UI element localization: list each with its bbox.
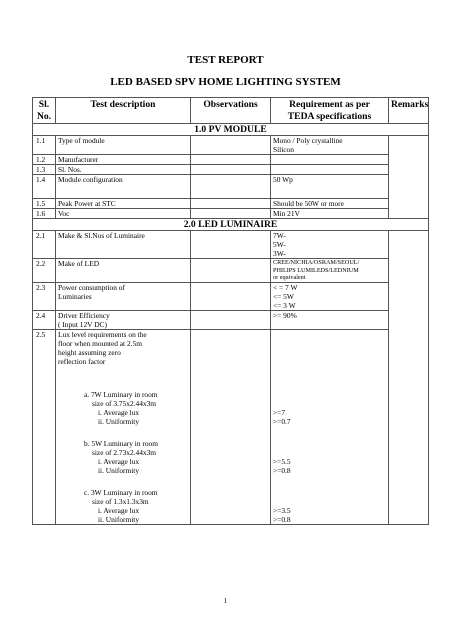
row-observation — [191, 199, 271, 209]
row-sl: 1.2 — [33, 155, 56, 165]
table-row — [33, 175, 429, 199]
row-description: Make & Sl.Nos of Luminaire — [56, 231, 191, 259]
header-remarks: Remarks — [389, 98, 429, 124]
report-title: TEST REPORT — [187, 54, 264, 66]
row-remarks — [389, 136, 429, 219]
row-observation — [191, 329, 271, 524]
row-sl: 2.4 — [33, 310, 56, 329]
row-observation — [191, 136, 271, 155]
row-requirement: 7W- 5W- 3W- — [271, 231, 389, 259]
header-row — [33, 98, 429, 124]
row-observation — [191, 259, 271, 283]
row-description: Peak Power at STC — [56, 199, 191, 209]
row-requirement: >=7 >=0.7 >=5.5 >=0.8 >=3.5 >=0.8 — [271, 329, 389, 524]
row-requirement: 50 Wp — [271, 175, 389, 199]
row-description: Lux level requirements on the floor when mounted at 2.5m height assuming zero reflection factor a. 7W Luminary in room size of 3.75x2.44x3m i. Average lux ii. Uniformity b. 5W Luminary in room size of 2.73x2.44x3m i. Average lux ii. Uniformity c. 3W Luminary in room size of 1.3x1.3x3m i. Average lux ii. Uniformity — [56, 329, 191, 524]
row-requirement: >= 90% — [271, 310, 389, 329]
section-title: 1.0 PV MODULE — [33, 124, 429, 136]
row-remarks — [389, 231, 429, 525]
row-description: Type of module — [56, 136, 191, 155]
row-sl: 2.1 — [33, 231, 56, 259]
row-requirement: < = 7 W <= 5W <= 3 W — [271, 282, 389, 310]
table-row — [33, 209, 429, 219]
header-test-description: Test description — [56, 98, 191, 124]
row-sl: 1.3 — [33, 165, 56, 175]
section-pv-module — [33, 124, 429, 136]
row-observation — [191, 310, 271, 329]
row-requirement — [271, 155, 389, 165]
row-description: Driver Efficiency ( Input 12V DC) — [56, 310, 191, 329]
row-sl: 2.3 — [33, 282, 56, 310]
table-row — [33, 136, 429, 155]
row-sl: 1.4 — [33, 175, 56, 199]
row-requirement: Min 21V — [271, 209, 389, 219]
row-observation — [191, 231, 271, 259]
row-requirement: Mono / Poly crystalline Silicon — [271, 136, 389, 155]
row-sl: 2.5 — [33, 329, 56, 524]
header-requirement: Requirement as per TEDA specifications — [271, 98, 389, 124]
row-sl: 1.5 — [33, 199, 56, 209]
row-observation — [191, 282, 271, 310]
row-observation — [191, 155, 271, 165]
report-subtitle: LED BASED SPV HOME LIGHTING SYSTEM — [110, 76, 341, 88]
header-observations: Observations — [191, 98, 271, 124]
table-row — [33, 155, 429, 165]
table-row — [33, 165, 429, 175]
row-description: Power consumption of Luminaries — [56, 282, 191, 310]
row-observation — [191, 175, 271, 199]
table-row — [33, 259, 429, 283]
row-observation — [191, 165, 271, 175]
row-description: Module configuration — [56, 175, 191, 199]
row-observation — [191, 209, 271, 219]
table-row — [33, 231, 429, 259]
table-row — [33, 282, 429, 310]
row-description: Voc — [56, 209, 191, 219]
table-row — [33, 199, 429, 209]
row-description: Make of LED — [56, 259, 191, 283]
row-requirement — [271, 165, 389, 175]
row-requirement: Should be 50W or more — [271, 199, 389, 209]
table-row — [33, 310, 429, 329]
row-requirement: CREE/NICHIA/OSRAM/SEOUL/ PHILIPS LUMILEDS/LEDNIUM or equivalent — [271, 259, 389, 283]
row-sl: 2.2 — [33, 259, 56, 283]
test-report-table — [32, 97, 429, 525]
page-number: 1 — [223, 597, 228, 605]
section-title: 2.0 LED LUMINAIRE — [33, 219, 429, 231]
row-description: Manufacturer — [56, 155, 191, 165]
row-sl: 1.6 — [33, 209, 56, 219]
section-led-luminaire — [33, 219, 429, 231]
table-row — [33, 329, 429, 524]
row-sl: 1.1 — [33, 136, 56, 155]
header-sl-no: Sl. No. — [33, 98, 56, 124]
row-description: Sl. Nos. — [56, 165, 191, 175]
